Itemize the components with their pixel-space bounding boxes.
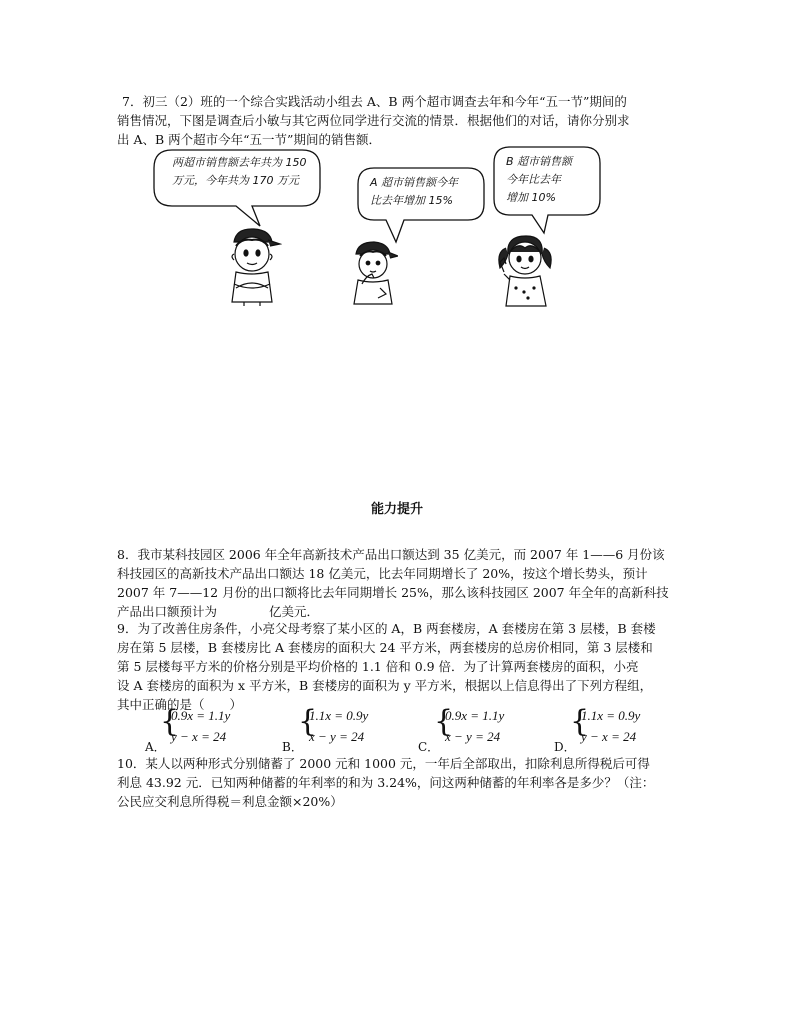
option-a-label: A． bbox=[145, 740, 166, 754]
bubble-middle-line-1: A 超市销售额今年 bbox=[370, 176, 459, 189]
q9-line-4: 设 A 套楼房的面积为 x 平方米，B 套楼房的面积为 y 平方米，根据以上信息得出了下列方程组， bbox=[117, 678, 653, 693]
q10-line-2: 利息 43.92 元．已知两种储蓄的年利率的和为 3.24%，问这两种储蓄的年利率各是多少？（注： bbox=[117, 775, 655, 790]
q9-line-3: 第 5 层楼每平方米的价格分别是平均价格的 1.1 倍和 0.9 倍．为了计算两套楼房的面积，小亮 bbox=[117, 659, 639, 674]
bubble-right-line-3: 增加 10% bbox=[506, 191, 556, 204]
q10-line-3: 公民应交利息所得税＝利息金额×20%） bbox=[117, 794, 343, 809]
boy-with-cap-illustration bbox=[222, 226, 282, 310]
bubble-right-line-1: B 超市销售额 bbox=[506, 155, 573, 168]
speech-bubble-middle bbox=[356, 166, 486, 246]
q8-line-1: 8．我市某科技园区 2006 年全年高新技术产品出口额达到 35 亿美元，而 2007 年 1——6 月份该 bbox=[117, 547, 665, 562]
option-c-label: C． bbox=[418, 740, 440, 754]
option-c-eq-1: 0.9x = 1.1y bbox=[445, 708, 505, 723]
q8-line-2: 科技园区的高新技术产品出口额达 18 亿美元，比去年同期增长了 20%，按这个增长势头，预计 bbox=[117, 566, 648, 581]
thinking-boy-illustration bbox=[348, 240, 398, 310]
q8-line-4-part-1: 产品出口额预计为 bbox=[117, 604, 218, 619]
option-c-eq-2: x − y = 24 bbox=[445, 729, 501, 744]
q7-line-2: 销售情况，下图是调查后小敏与其它两位同学进行交流的情景．根据他们的对话，请你分别求 bbox=[117, 113, 630, 128]
q10-line-1: 10．某人以两种形式分别储蓄了 2000 元和 1000 元，一年后全部取出，扣除利息所得税后可得 bbox=[117, 756, 650, 771]
option-d-eq-1: 1.1x = 0.9y bbox=[581, 708, 641, 723]
option-a-eq-2: y − x = 24 bbox=[171, 729, 227, 744]
q8-line-4 bbox=[117, 603, 319, 620]
option-b-brace: { bbox=[298, 704, 318, 739]
option-b-label: B． bbox=[282, 740, 303, 754]
bubble-left-line-2: 万元，今年共为 170 万元 bbox=[172, 174, 299, 187]
option-b-eq-1: 1.1x = 0.9y bbox=[309, 708, 369, 723]
option-d-brace: { bbox=[570, 704, 590, 739]
option-a-brace: { bbox=[160, 704, 180, 739]
q9-line-5: 其中正确的是（ ） bbox=[117, 697, 243, 712]
q9-line-2: 房在第 5 层楼，B 套楼房比 A 套楼房的面积大 24 平方米，两套楼房的总房价相同，第 3 层楼和 bbox=[117, 640, 653, 655]
q8-line-3: 2007 年 7——12 月份的出口额将比去年同期增长 25%，那么该科技园区 2007 年全年的高新科技 bbox=[117, 585, 669, 600]
speech-bubble-right bbox=[492, 145, 602, 235]
bubble-middle-line-2: 比去年增加 15% bbox=[370, 194, 453, 207]
speech-bubble-left bbox=[152, 148, 322, 228]
q8-line-4-part-2: 亿美元． bbox=[269, 604, 320, 619]
girl-with-pigtails-illustration bbox=[494, 232, 554, 312]
q7-line-3: 出 A、B 两个超市今年“五一节”期间的销售额． bbox=[117, 132, 381, 147]
option-d-eq-2: y − x = 24 bbox=[581, 729, 637, 744]
option-a-eq-1: 0.9x = 1.1y bbox=[171, 708, 231, 723]
q9-line-1: 9．为了改善住房条件，小亮父母考察了某小区的 A，B 两套楼房，A 套楼房在第 3 层楼，B 套楼 bbox=[117, 621, 656, 636]
option-c-brace: { bbox=[434, 704, 454, 739]
bubble-left-line-1: 两超市销售额去年共为 150 bbox=[172, 156, 307, 169]
option-b-eq-2: x − y = 24 bbox=[309, 729, 365, 744]
bubble-right-line-2: 今年比去年 bbox=[506, 173, 561, 186]
option-d-label: D． bbox=[554, 740, 576, 754]
q7-line-1: 7．初三（2）班的一个综合实践活动小组去 A、B 两个超市调查去年和今年“五一节”期间的 bbox=[122, 94, 627, 109]
section-title: 能力提升 bbox=[370, 502, 423, 517]
